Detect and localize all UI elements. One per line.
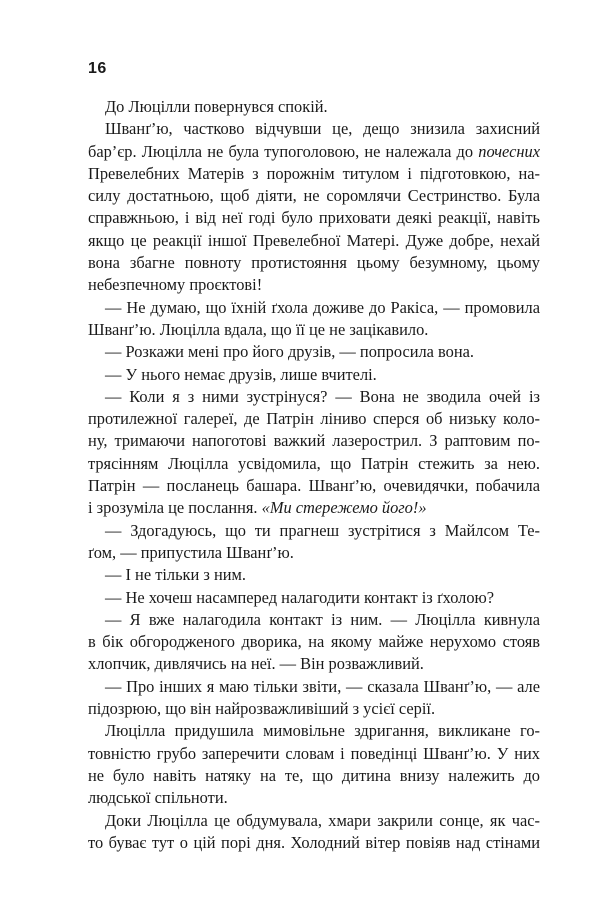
text-line: Люцілла придушила мимовільне здригання, викликане го- (105, 721, 540, 741)
text-line: в бік обгородженого дворика, на якому майже нерухомо стояв (88, 632, 540, 652)
text-line: — Не хочеш насамперед налагодити контакт із ґхолою? (105, 587, 495, 607)
text-line: людської спільноти. (88, 788, 228, 808)
text-span: бар’єр. Люцілла не була тупоголовою, не належала до (88, 141, 479, 161)
text-line: — І не тільки з ним. (105, 565, 246, 585)
text-line: хлопчик, дивлячись на неї. — Він розважливий. (88, 654, 424, 674)
text-line: Шванґ’ю. Люцілла вдала, що її це не зацікавило. (88, 319, 429, 339)
text-line: не було навіть натяку на те, що дитина внизу належить до (88, 765, 540, 785)
text-line: вона збагне повноту протистояння цьому безумному, цьому (88, 253, 540, 273)
text-line: протилежної галереї, де Патрін ліниво сперся об низьку коло- (88, 409, 540, 429)
text-line: справжньою, і від неї годі було приховати деякі реакції, навіть (88, 208, 540, 228)
text-line (88, 497, 540, 519)
emphasis-text: «Ми стережемо його!» (261, 498, 427, 518)
text-line: — Не думаю, що їхній ґхола доживе до Ракіса, — промовила (105, 297, 540, 317)
text-line: то буває тут о цій порі дня. Холодний вітер повіяв над стінами (88, 832, 540, 852)
text-line: ну, тримаючи напоготові важкий лазерострил. З раптовим по- (88, 431, 540, 451)
text-line (88, 141, 540, 163)
text-line: — Коли я з ними зустрінуся? — Вона не зводила очей із (105, 386, 540, 406)
text-line: Превелебних Матерів з порожнім титулом і підготовкою, на- (88, 163, 540, 183)
text-line: — Я вже налагодила контакт із ним. — Люцілла кивнула (105, 609, 540, 629)
text-line: — Розкажи мені про його друзів, — попросила вона. (105, 342, 475, 362)
text-line: — У нього немає друзів, лише вчителі. (105, 364, 377, 384)
text-line: — Про інших я маю тільки звіти, — сказала Шванґ’ю, — але (105, 676, 540, 696)
text-line: силу достатньою, щоб діяти, не соромлячи Сестринство. Була (88, 186, 540, 206)
text-line: підозрюю, що він найрозважливіший з усієї серії. (88, 699, 436, 719)
text-line: Патрін — посланець башара. Шванґ’ю, очевидячки, побачила (88, 476, 540, 496)
text-line: трясінням Люцілла усвідомила, що Патрін стежить за нею. (88, 453, 540, 473)
text-line: — Здогадуюсь, що ти прагнеш зустрітися з Майлсом Те- (105, 520, 540, 540)
text-line: ґом, — припустила Шванґ’ю. (88, 542, 294, 562)
text-line: Доки Люцілла це обдумувала, хмари закрили сонце, як час- (105, 810, 540, 830)
text-line: Шванґ’ю, частково відчувши це, дещо знизила захисний (105, 119, 540, 139)
text-line: небезпечному проєктові! (88, 275, 263, 295)
text-line: До Люцілли повернувся спокій. (105, 97, 328, 116)
text-span: і зрозуміла це послання. (88, 498, 262, 518)
emphasis-text: почесних (478, 141, 540, 161)
text-line: товністю грубо заперечити словам і поведінці Шванґ’ю. У них (88, 743, 540, 763)
page-number: 16 (88, 60, 107, 77)
body-text (88, 96, 540, 854)
text-line: якщо це реакції іншої Превелебної Матері. Дуже добре, нехай (88, 230, 540, 250)
